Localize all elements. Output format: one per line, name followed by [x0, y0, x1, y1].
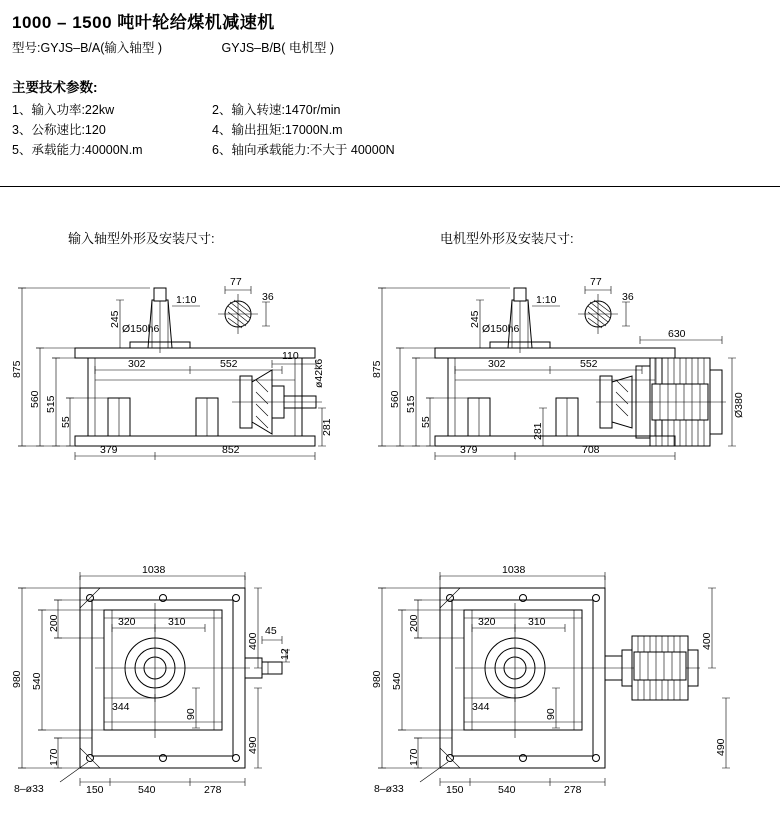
dim-1038: 1038: [142, 564, 166, 576]
dim-245: 245: [109, 310, 121, 328]
dim-875: 875: [11, 360, 23, 378]
dim-245: 245: [469, 310, 481, 328]
dim-490: 490: [247, 736, 259, 754]
dim-552: 552: [220, 358, 238, 370]
dim-344: 344: [472, 701, 490, 713]
drawing-top-left: [11, 276, 333, 460]
dim-110: 110: [282, 350, 299, 362]
dim-shaft-dia: Ø150h6: [122, 323, 160, 335]
dim-708: 708: [582, 444, 600, 456]
dim-344: 344: [112, 701, 130, 713]
drawings-area: [0, 258, 780, 808]
dim-278: 278: [564, 784, 582, 796]
dim-400: 400: [247, 632, 259, 650]
dim-980: 980: [371, 670, 383, 688]
dim-320: 320: [478, 616, 496, 628]
dim-302: 302: [128, 358, 146, 370]
dim-55: 55: [60, 416, 72, 428]
dim-12: 12: [279, 648, 291, 660]
dim-515: 515: [405, 395, 417, 413]
spec-row: [12, 100, 532, 120]
model-label-a: 型号:GYJS–B/A(输入轴型 ): [12, 41, 163, 55]
spec-item: 1、输入功率:22kw: [12, 103, 115, 117]
dim-taper: 1:10: [536, 294, 557, 306]
dim-out-shaft-dia: ø42k6: [313, 358, 325, 388]
dim-shaft-dia: Ø150h6: [482, 323, 520, 335]
dim-515: 515: [45, 395, 57, 413]
spec-item: 4、输出扭矩:17000N.m: [212, 123, 343, 137]
dim-310: 310: [168, 616, 186, 628]
dim-150: 150: [86, 784, 104, 796]
dim-540: 540: [31, 672, 43, 690]
dim-980: 980: [11, 670, 23, 688]
header-divider: [0, 186, 780, 187]
model-label-b: GYJS–B/B( 电机型 ): [221, 41, 335, 55]
dim-motor-dia: Ø380: [733, 392, 745, 418]
dim-45: 45: [265, 625, 277, 637]
dim-281: 281: [321, 418, 333, 436]
dim-170: 170: [408, 748, 420, 766]
dim-150: 150: [446, 784, 464, 796]
spec-row: [12, 120, 532, 140]
model-line: [12, 38, 334, 56]
dim-77: 77: [590, 276, 602, 288]
drawing-bottom-left: [11, 564, 291, 796]
dim-77: 77: [230, 276, 242, 288]
dim-302: 302: [488, 358, 506, 370]
dim-540b: 540: [498, 784, 516, 796]
dim-holes: 8–ø33: [14, 783, 44, 795]
dim-540: 540: [391, 672, 403, 690]
dim-540b: 540: [138, 784, 156, 796]
dim-852: 852: [222, 444, 240, 456]
spec-item: 3、公称速比:120: [12, 123, 106, 137]
dim-552: 552: [580, 358, 598, 370]
dim-281: 281: [532, 422, 544, 440]
dim-holes: 8–ø33: [374, 783, 404, 795]
dim-278: 278: [204, 784, 222, 796]
dim-560: 560: [389, 390, 401, 408]
spec-item: 5、承载能力:40000N.m: [12, 143, 143, 157]
dim-200: 200: [408, 614, 420, 632]
spec-row: [12, 140, 532, 160]
spec-item: 2、输入转速:1470r/min: [212, 103, 341, 117]
dim-90: 90: [185, 708, 197, 720]
dim-490: 490: [715, 738, 727, 756]
dim-379: 379: [100, 444, 118, 456]
dim-55: 55: [420, 416, 432, 428]
dim-200: 200: [48, 614, 60, 632]
dim-36: 36: [622, 291, 634, 303]
spec-item: 6、轴向承载能力:不大于 40000N: [212, 143, 395, 157]
dim-1038: 1038: [502, 564, 526, 576]
page-title: 1000 – 1500 吨叶轮给煤机减速机: [12, 13, 275, 32]
caption-motor-type: 电机型外形及安装尺寸:: [440, 231, 574, 246]
dim-875: 875: [371, 360, 383, 378]
dim-170: 170: [48, 748, 60, 766]
dim-320: 320: [118, 616, 136, 628]
dim-560: 560: [29, 390, 41, 408]
dim-630: 630: [668, 328, 686, 340]
spec-title: 主要技术参数:: [12, 80, 98, 95]
dim-379: 379: [460, 444, 478, 456]
dim-400: 400: [701, 632, 713, 650]
dim-90: 90: [545, 708, 557, 720]
caption-input-shaft: 输入轴型外形及安装尺寸:: [68, 231, 215, 246]
drawing-top-right: [371, 276, 745, 460]
drawing-bottom-right: [371, 564, 730, 796]
dim-310: 310: [528, 616, 546, 628]
dim-taper: 1:10: [176, 294, 197, 306]
spec-grid: [12, 100, 532, 160]
dim-36: 36: [262, 291, 274, 303]
